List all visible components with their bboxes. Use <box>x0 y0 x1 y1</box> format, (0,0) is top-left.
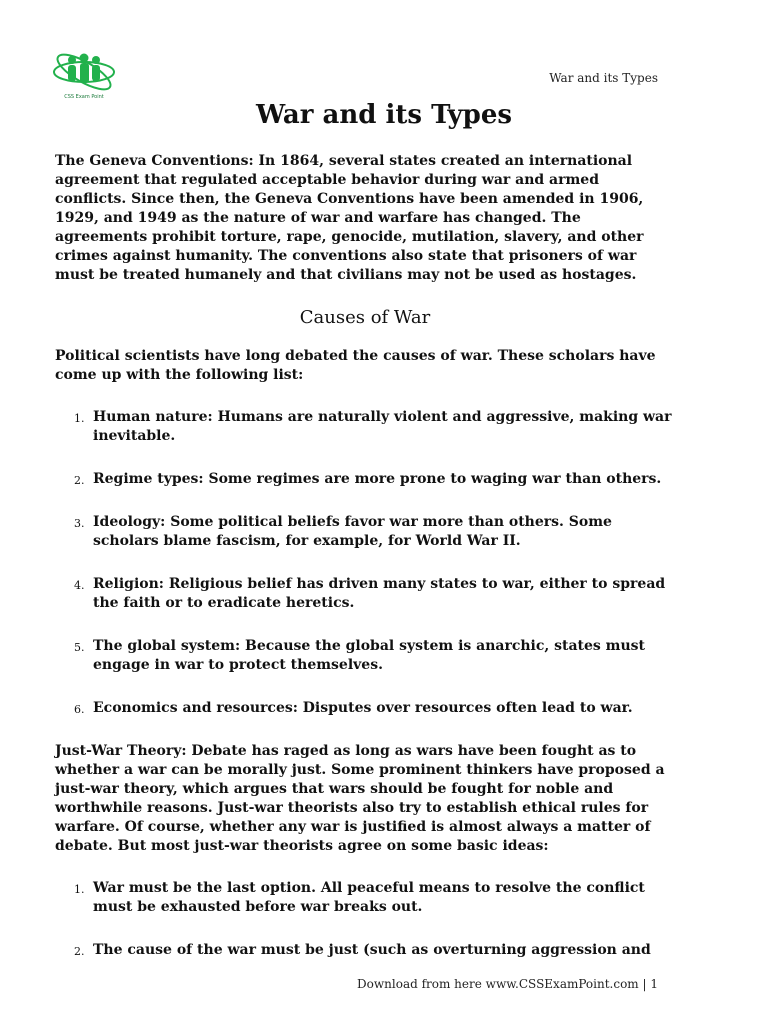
list-item-text: The cause of the war must be just (such as overturning aggression and <box>93 942 651 958</box>
list-item-text: Economics and resources: Disputes over resources often lead to war. <box>93 700 633 716</box>
list-item-text: Human nature: Humans are naturally violent and aggressive, making war inevitable. <box>93 409 672 444</box>
list-item <box>55 699 675 718</box>
page-title: War and its Types <box>255 100 513 130</box>
site-logo <box>50 50 118 102</box>
running-title: War and its Types <box>549 71 658 85</box>
logo-text: CSS Exam Point <box>64 94 104 100</box>
list-item <box>55 637 675 675</box>
list-item-text: The global system: Because the global system is anarchic, states must engage in war to protect themselves. <box>93 638 646 673</box>
list-item <box>55 513 675 551</box>
logo-emblem-icon <box>50 50 118 94</box>
section-heading-causes: Causes of War <box>299 307 431 328</box>
list-number: 3. <box>74 517 85 530</box>
list-number: 1. <box>74 412 85 425</box>
document-body <box>55 152 675 984</box>
list-item <box>55 575 675 613</box>
list-item-text: Regime types: Some regimes are more prone to waging war than others. <box>93 471 662 487</box>
list-item-text: Religion: Religious belief has driven many states to war, either to spread the faith or to eradicate heretics. <box>93 576 666 611</box>
just-war-list <box>55 879 675 960</box>
list-item <box>55 470 675 489</box>
list-number: 2. <box>74 945 85 958</box>
list-item-text: Ideology: Some political beliefs favor war more than others. Some scholars blame fascism, for example, for World War II. <box>93 514 612 549</box>
list-number: 5. <box>74 641 85 654</box>
list-number: 1. <box>74 883 85 896</box>
causes-list <box>55 408 675 718</box>
page-footer: Download from here www.CSSExamPoint.com | 1 <box>357 977 658 991</box>
list-number: 2. <box>74 474 85 487</box>
list-number: 4. <box>74 579 85 592</box>
list-number: 6. <box>74 703 85 716</box>
list-item-text: War must be the last option. All peaceful means to resolve the conflict must be exhausted before war breaks out. <box>93 880 645 915</box>
just-war-paragraph: Just-War Theory: Debate has raged as long as wars have been fought as to whether a war can be morally just. Some prominent thinkers have proposed a just-war theory, which argues that wars should be fought for noble and worthwhile reasons. Just-war theorists also try to establish ethical rules for warfare. Of course, whether any war is justified is almost always a matter of debate. But most just-war theorists agree on some basic ideas: <box>55 743 665 854</box>
causes-lead-paragraph: Political scientists have long debated the causes of war. These scholars have come up with the following list: <box>55 348 656 383</box>
intro-paragraph: The Geneva Conventions: In 1864, several states created an international agreement that regulated acceptable behavior during war and armed conflicts. Since then, the Geneva Conventions have been amended in 1906, 1929, and 1949 as the nature of war and warfare has changed. The agreements prohibit torture, rape, genocide, mutilation, slavery, and other crimes against humanity. The conventions also state that prisoners of war must be treated humanely and that civilians may not be used as hostages. <box>55 153 644 283</box>
list-item <box>55 941 675 960</box>
list-item <box>55 879 675 917</box>
list-item <box>55 408 675 446</box>
